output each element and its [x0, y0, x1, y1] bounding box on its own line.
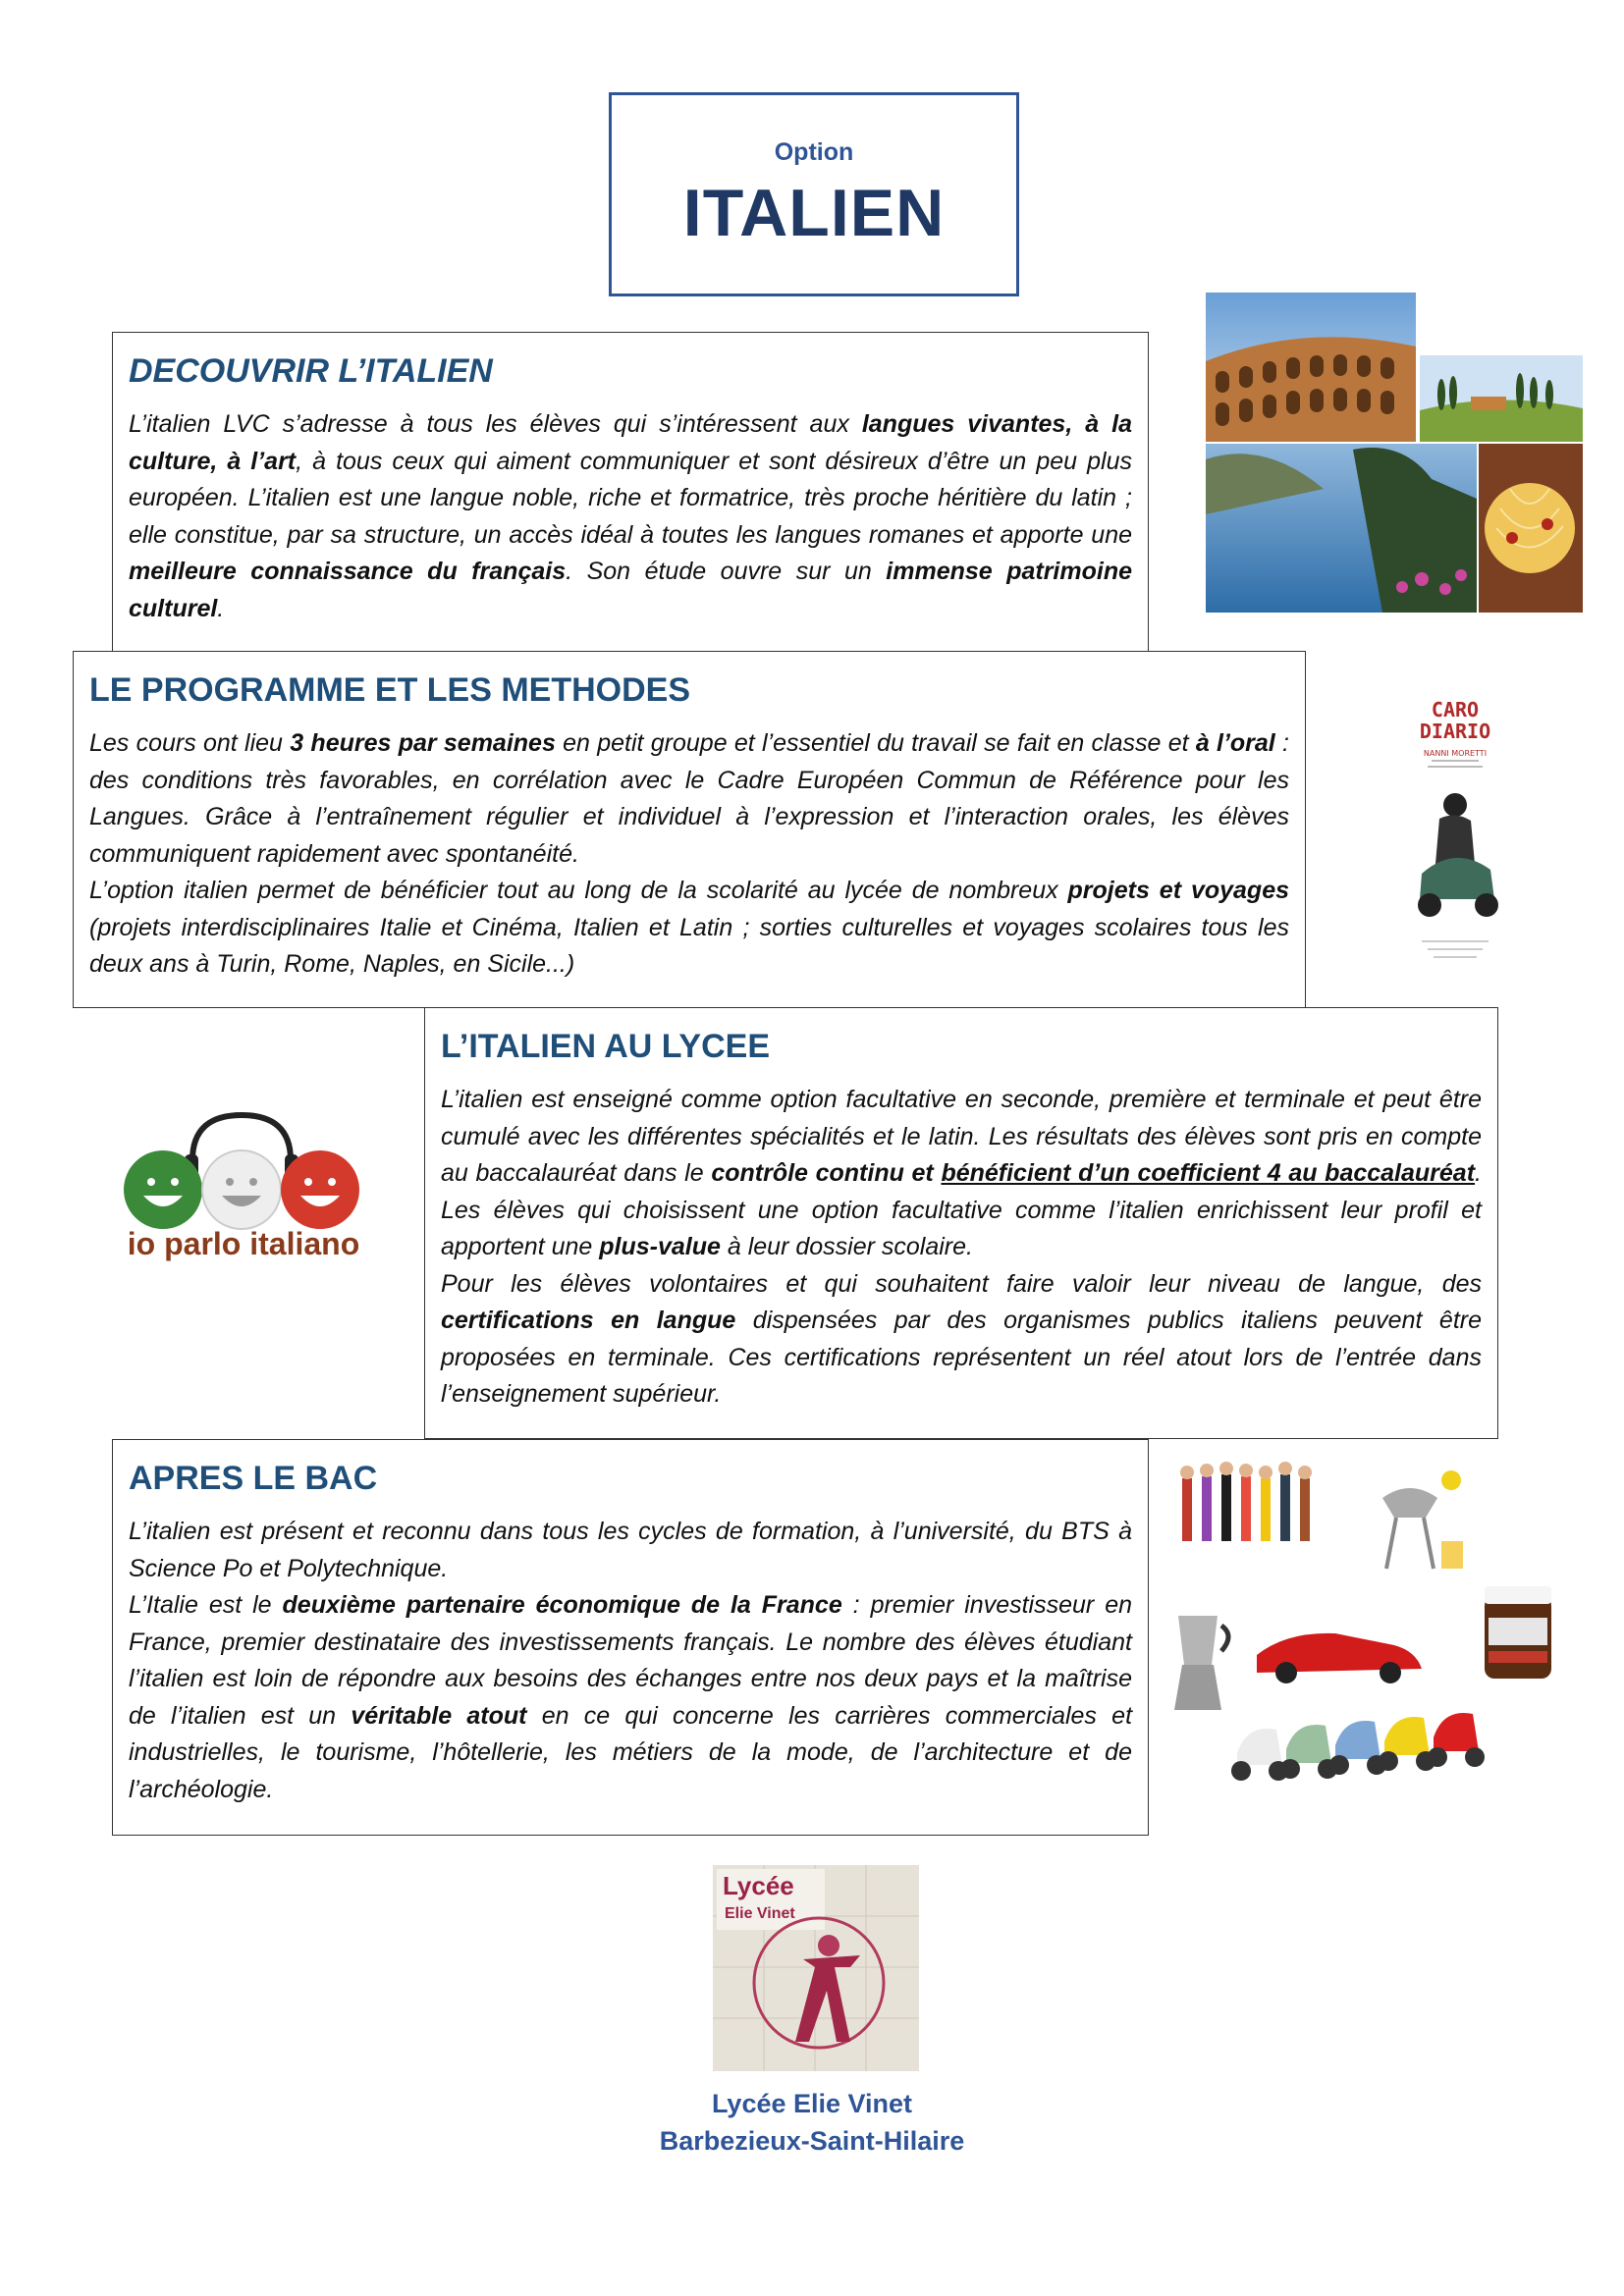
io-parlo-italiano-logo [114, 1105, 373, 1264]
school-logo-line1: Lycée [723, 1871, 794, 1900]
section-text-apres: L’italien est présent et reconnu dans tous les cycles de formation, à l’université, du BTS à Science Po et Polytechnique. [129, 1518, 1132, 1582]
school-logo [713, 1865, 919, 2071]
italian-products-image [1168, 1459, 1581, 1812]
footer-school-name [0, 2085, 1624, 2160]
footer-line1: Lycée Elie Vinet [711, 2089, 913, 2118]
section-programme [73, 651, 1306, 1008]
section-text-lycee-2: Pour les élèves volontaires et qui souhaitent faire valoir leur niveau de langue, des certifications en langue dispensées par des organismes publics italiens peuvent être proposées en terminale. Ces certifications représentent un réel atout lors de l’entrée dans l’enseignement supérieur. [441, 1269, 1482, 1408]
section-text-apres-2: L’Italie est le deuxième partenaire économique de la France : premier investisseur en France, premier destinataire des investissements français. Le nombre des élèves étudiant l’italien est loin de répondre aux besoins des échanges entre nos deux pays et la maîtrise de l’italien est un véritable atout en ce qui concerne les carrières commerciales et industrielles, le tourisme, l’hôtellerie, les métiers de la mode, de l’architecture et de l’archéologie. [129, 1591, 1133, 1803]
title-box [609, 92, 1019, 296]
poster-author: NANNI MORETTI [1423, 749, 1488, 758]
section-heading-lycee: L’ITALIEN AU LYCEE [441, 1028, 771, 1065]
italy-collage-image [1206, 293, 1583, 613]
poster-title-line1: CARO [1431, 698, 1480, 721]
section-lycee [424, 1007, 1498, 1439]
footer-line2: Barbezieux-Saint-Hilaire [659, 2126, 965, 2156]
school-logo-line2: Elie Vinet [725, 1905, 795, 1922]
caro-diario-poster [1373, 677, 1538, 972]
page-title: ITALIEN [682, 176, 946, 250]
section-text-programme-2: L’option italien permet de bénéficier tout au long de la scolarité au lycée de nombreux projets et voyages (projets interdisciplinaires Italie et Cinéma, Italien et Latin ; sorties culturelles et voyages scolaires tous les deux ans à Turin, Rome, Naples, en Sicile...) [89, 877, 1289, 978]
poster-title-line2: DIARIO [1419, 720, 1491, 743]
section-decouvrir [112, 332, 1149, 654]
section-heading-decouvrir: DECOUVRIR L’ITALIEN [129, 352, 493, 390]
option-label: Option [774, 138, 854, 166]
section-heading-apres: APRES LE BAC [129, 1460, 378, 1497]
section-text-programme: Les cours ont lieu 3 heures par semaines en petit groupe et l’essentiel du travail se fait en classe et à l’oral : des conditions très favorables, en corrélation avec le Cadre Européen Commun de Référence pour les Langues. Grâce à l’entraînement régulier et individuel à l’expression et l’interaction orales, les élèves communiquent rapidement avec spontanéité. [89, 729, 1289, 868]
section-apres-bac [112, 1439, 1149, 1836]
section-text-lycee: L’italien est enseigné comme option facultative en seconde, première et terminale et peut être cumulé avec les différentes spécialités et le latin. Les résultats des élèves sont pris en compte au baccalauréat dans le contrôle continu et bénéficient d’un coefficient 4 au baccalauréat. Les élèves qui choisissent une option facultative comme l’italien enrichissent leur profil et apportent une plus-value à leur dossier scolaire. [441, 1086, 1482, 1260]
io-parlo-text: io parlo italiano [127, 1226, 360, 1261]
section-text-decouvrir: L’italien LVC s’adresse à tous les élèves qui s’intéressent aux langues vivantes, à la culture, à l’art, à tous ceux qui aiment communiquer et sont désireux d’être un peu plus européen. L’italien est une langue noble, riche et formatrice, très proche héritière du latin ; elle constitue, par sa structure, un accès idéal à toutes les langues romanes et apporte une meilleure connaissance du français. Son étude ouvre sur un immense patrimoine culturel. [129, 410, 1132, 622]
section-heading-programme: LE PROGRAMME ET LES METHODES [89, 671, 691, 709]
